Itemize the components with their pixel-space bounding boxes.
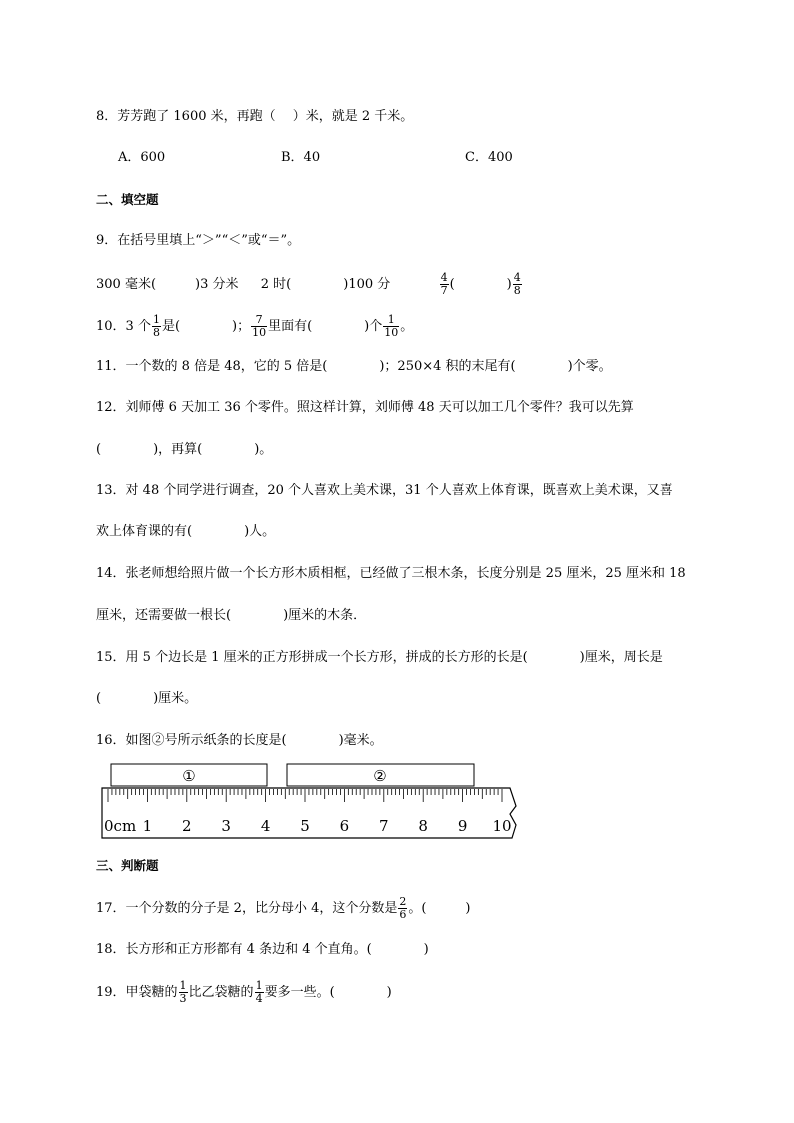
ruler-label: 0cm: [104, 817, 137, 835]
question-18: 18．长方形和正方形都有 4 条边和 4 个直角。( ): [96, 942, 429, 957]
question-8: 8．芳芳跑了 1600 米，再跑（ ）米，就是 2 千米。: [96, 109, 414, 124]
question-10: 10．3 个 $\frac{1}{8}$ 是( )； $\frac{7}{10}$ 里面有( )个 $\frac{1}{10}$ 。: [96, 313, 414, 339]
fraction: $\frac{2}{6}$: [399, 895, 407, 921]
question-14-line2: 厘米，还需要做一根长( )厘米的木条．: [96, 608, 367, 623]
ruler-label: 10: [492, 817, 512, 835]
fraction: $\frac{1}{8}$: [152, 313, 160, 339]
fraction: $\frac{7}{10}$: [252, 313, 267, 339]
fraction: $\frac{4}{8}$: [513, 271, 521, 297]
ruler-label: 8: [418, 817, 428, 835]
fraction: $\frac{1}{3}$: [179, 979, 187, 1005]
question-15-line1: 15．用 5 个边长是 1 厘米的正方形拼成一个长方形，拼成的长方形的长是( )厘米，周长是: [96, 650, 663, 665]
option-b: B．40: [281, 150, 321, 165]
question-19: 19．甲袋糖的 $\frac{1}{3}$ 比乙袋糖的 $\frac{1}{4}$ 要多一些。( ): [96, 979, 392, 1005]
ruler-label: 6: [339, 817, 350, 835]
ruler-figure: [98, 762, 520, 842]
fraction: $\frac{4}{7}$: [440, 271, 448, 297]
question-14-line1: 14．张老师想给照片做一个长方形木质相框，已经做了三根木条，长度分别是 25 厘米，25 厘米和 18: [96, 566, 686, 581]
section-judgement: 三、判断题: [96, 858, 159, 873]
question-12-line1: 12．刘师傅 6 天加工 36 个零件。照这样计算，刘师傅 48 天可以加工几个零件？我可以先算: [96, 400, 634, 415]
ruler-label: 3: [221, 817, 231, 835]
question-9-row: [96, 268, 523, 302]
svg-text:①: ①: [182, 767, 196, 785]
ruler-label: 4: [260, 817, 271, 835]
paper-strip-2: [287, 764, 474, 786]
q9-item-a: 300 毫米( )3 分米: [96, 277, 239, 292]
q9-item-b: 2 时( )100 分: [260, 277, 391, 292]
option-c: C．400: [465, 150, 513, 165]
section-fill-in: 二、填空题: [96, 192, 159, 207]
question-9: 9．在括号里填上“＞”“＜”或“＝”。: [96, 233, 301, 248]
ruler-label: 7: [379, 817, 389, 835]
svg-text:②: ②: [373, 767, 387, 785]
fraction: $\frac{1}{10}$: [384, 313, 399, 339]
paper-strip-1: [111, 764, 267, 786]
fraction: $\frac{1}{4}$: [255, 979, 263, 1005]
question-13-line2: 欢上体育课的有( )人。: [96, 524, 276, 539]
question-13-line1: 13．对 48 个同学进行调查，20 个人喜欢上美术课，31 个人喜欢上体育课，既喜欢上美术课，又喜: [96, 483, 673, 498]
ruler-label: 2: [182, 817, 192, 835]
q9-item-c-blank: ( ): [449, 277, 512, 292]
ruler-label: 1: [142, 817, 153, 835]
question-17: 17．一个分数的分子是 2，比分母小 4，这个分数是 $\frac{2}{6}$ 。( ): [96, 895, 471, 921]
question-15-line2: ( )厘米。: [96, 691, 198, 706]
question-12-line2: ( )，再算( )。: [96, 442, 273, 457]
question-16: 16．如图②号所示纸条的长度是( )毫米。: [96, 733, 383, 748]
question-11: 11．一个数的 8 倍是 48，它的 5 倍是( )；250×4 积的末尾有( )个零。: [96, 359, 612, 374]
ruler-label: 5: [300, 817, 310, 835]
option-a: A．600: [118, 150, 166, 165]
ruler-label: 9: [457, 817, 468, 835]
